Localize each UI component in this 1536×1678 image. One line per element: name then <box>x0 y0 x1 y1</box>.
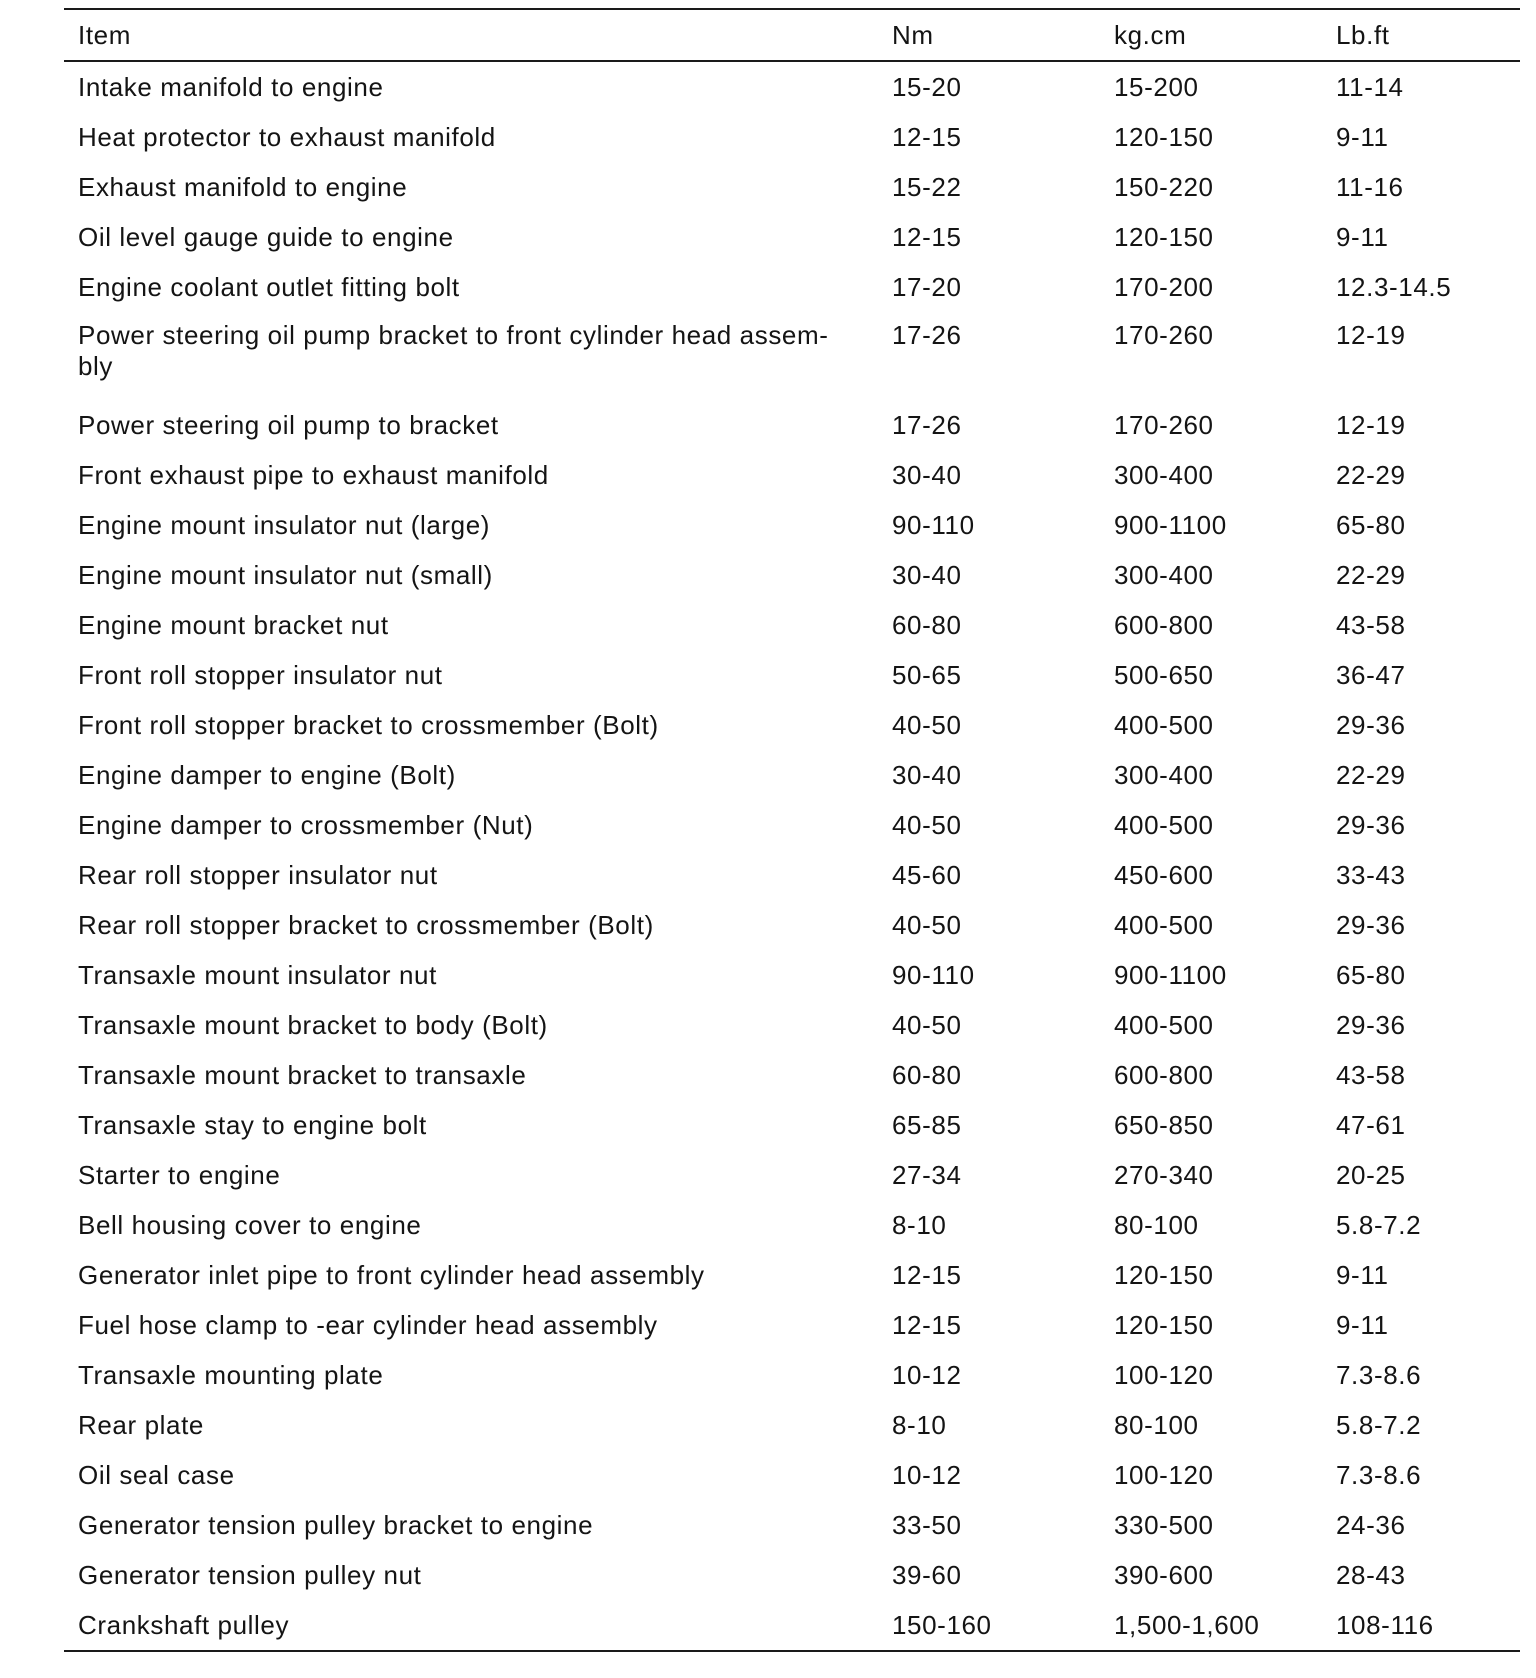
table-row <box>64 750 1520 800</box>
cell-nm: 12-15 <box>892 121 962 152</box>
cell-nm: 39-60 <box>892 1559 962 1590</box>
table-row <box>64 500 1520 550</box>
cell-kgcm: 170-260 <box>1114 409 1214 440</box>
cell-lbft: 9-11 <box>1336 221 1389 252</box>
cell-kgcm: 120-150 <box>1114 121 1214 152</box>
table-row <box>64 1200 1520 1250</box>
table-row <box>64 400 1520 450</box>
cell-nm: 17-26 <box>892 320 962 350</box>
cell-kgcm: 300-400 <box>1114 459 1214 490</box>
cell-item: Heat protector to exhaust manifold <box>78 121 496 152</box>
table-row <box>64 1400 1520 1450</box>
cell-nm: 40-50 <box>892 1009 962 1040</box>
cell-kgcm: 500-650 <box>1114 659 1214 690</box>
cell-lbft: 9-11 <box>1336 1309 1389 1340</box>
cell-nm: 27-34 <box>892 1159 962 1190</box>
cell-kgcm: 270-340 <box>1114 1159 1214 1190</box>
cell-item: Starter to engine <box>78 1159 281 1190</box>
table-row <box>64 112 1520 162</box>
cell-kgcm: 120-150 <box>1114 1309 1214 1340</box>
table-row <box>64 950 1520 1000</box>
cell-kgcm: 300-400 <box>1114 559 1214 590</box>
table-row <box>64 162 1520 212</box>
cell-kgcm: 900-1100 <box>1114 959 1227 990</box>
cell-lbft: 29-36 <box>1336 809 1406 840</box>
cell-kgcm: 400-500 <box>1114 1009 1214 1040</box>
cell-nm: 40-50 <box>892 809 962 840</box>
cell-item: Intake manifold to engine <box>78 71 384 102</box>
cell-nm: 65-85 <box>892 1109 962 1140</box>
cell-nm: 17-20 <box>892 271 962 302</box>
table-row <box>64 700 1520 750</box>
cell-lbft: 65-80 <box>1336 509 1406 540</box>
table-row <box>64 1250 1520 1300</box>
cell-kgcm: 400-500 <box>1114 909 1214 940</box>
table-row <box>64 1000 1520 1050</box>
cell-kgcm: 900-1100 <box>1114 509 1227 540</box>
header-row <box>64 9 1520 61</box>
table-row <box>64 600 1520 650</box>
cell-item: Transaxle mount bracket to body (Bolt) <box>78 1009 548 1040</box>
cell-nm: 12-15 <box>892 1309 962 1340</box>
cell-nm: 60-80 <box>892 609 962 640</box>
cell-nm: 12-15 <box>892 1259 962 1290</box>
cell-nm: 150-160 <box>892 1609 992 1640</box>
cell-nm: 15-20 <box>892 71 962 102</box>
cell-item: Bell housing cover to engine <box>78 1209 422 1240</box>
table-row <box>64 800 1520 850</box>
cell-kgcm: 15-200 <box>1114 71 1199 102</box>
cell-item: Rear roll stopper insulator nut <box>78 859 438 890</box>
cell-nm: 12-15 <box>892 221 962 252</box>
cell-lbft: 29-36 <box>1336 709 1406 740</box>
table-row <box>64 1550 1520 1600</box>
cell-kgcm: 150-220 <box>1114 171 1214 202</box>
cell-item: Power steering oil pump to bracket <box>78 409 499 440</box>
cell-nm: 60-80 <box>892 1059 962 1090</box>
cell-item: Fuel hose clamp to -ear cylinder head assembly <box>78 1309 658 1340</box>
cell-nm: 10-12 <box>892 1459 962 1490</box>
cell-lbft: 36-47 <box>1336 659 1406 690</box>
cell-nm: 30-40 <box>892 459 962 490</box>
cell-lbft: 108-116 <box>1336 1609 1434 1640</box>
torque-spec-table <box>64 8 1520 1652</box>
cell-lbft: 7.3-8.6 <box>1336 1459 1422 1490</box>
cell-item: Engine mount bracket nut <box>78 609 389 640</box>
cell-nm: 10-12 <box>892 1359 962 1390</box>
torque-spec-table-container <box>64 8 1520 1652</box>
cell-kgcm: 600-800 <box>1114 609 1214 640</box>
cell-kgcm: 80-100 <box>1114 1209 1199 1240</box>
cell-lbft: 5.8-7.2 <box>1336 1209 1422 1240</box>
cell-lbft: 24-36 <box>1336 1509 1406 1540</box>
cell-lbft: 11-14 <box>1336 71 1404 102</box>
column-header-item: Item <box>78 19 131 50</box>
cell-kgcm: 400-500 <box>1114 709 1214 740</box>
table-row <box>64 1300 1520 1350</box>
cell-lbft: 29-36 <box>1336 909 1406 940</box>
table-header <box>64 9 1520 61</box>
cell-kgcm: 600-800 <box>1114 1059 1214 1090</box>
cell-lbft: 22-29 <box>1336 559 1406 590</box>
cell-kgcm: 300-400 <box>1114 759 1214 790</box>
cell-kgcm: 120-150 <box>1114 1259 1214 1290</box>
cell-nm: 90-110 <box>892 959 975 990</box>
cell-item: Power steering oil pump bracket to front cylinder head assem-bly <box>78 320 829 381</box>
cell-item: Engine damper to crossmember (Nut) <box>78 809 534 840</box>
cell-kgcm: 170-200 <box>1114 271 1214 302</box>
table-row <box>64 212 1520 262</box>
table-row <box>64 650 1520 700</box>
cell-lbft: 9-11 <box>1336 121 1389 152</box>
cell-item: Engine mount insulator nut (small) <box>78 559 493 590</box>
cell-item: Engine coolant outlet fitting bolt <box>78 271 460 302</box>
table-row <box>64 312 1520 400</box>
cell-lbft: 43-58 <box>1336 1059 1406 1090</box>
cell-nm: 17-26 <box>892 409 962 440</box>
cell-nm: 40-50 <box>892 909 962 940</box>
table-row <box>64 1600 1520 1651</box>
cell-nm: 8-10 <box>892 1409 947 1440</box>
cell-lbft: 5.8-7.2 <box>1336 1409 1422 1440</box>
column-header-kgcm: kg.cm <box>1114 19 1187 50</box>
table-row <box>64 450 1520 500</box>
cell-kgcm: 330-500 <box>1114 1509 1214 1540</box>
cell-kgcm: 100-120 <box>1114 1359 1214 1390</box>
cell-item: Front roll stopper insulator nut <box>78 659 443 690</box>
table-row <box>64 1150 1520 1200</box>
table-row <box>64 1350 1520 1400</box>
cell-lbft: 22-29 <box>1336 759 1406 790</box>
cell-item: Generator tension pulley bracket to engine <box>78 1509 594 1540</box>
cell-lbft: 47-61 <box>1336 1109 1406 1140</box>
cell-item: Oil level gauge guide to engine <box>78 221 454 252</box>
cell-lbft: 11-16 <box>1336 171 1404 202</box>
cell-kgcm: 100-120 <box>1114 1459 1214 1490</box>
cell-item: Generator inlet pipe to front cylinder head assembly <box>78 1259 705 1290</box>
cell-nm: 45-60 <box>892 859 962 890</box>
column-header-nm: Nm <box>892 19 934 50</box>
cell-item: Rear plate <box>78 1409 204 1440</box>
cell-lbft: 7.3-8.6 <box>1336 1359 1422 1390</box>
cell-kgcm: 390-600 <box>1114 1559 1214 1590</box>
cell-lbft: 28-43 <box>1336 1559 1406 1590</box>
cell-item: Crankshaft pulley <box>78 1609 290 1640</box>
cell-item: Transaxle mount insulator nut <box>78 959 437 990</box>
cell-lbft: 12-19 <box>1336 320 1406 350</box>
cell-nm: 50-65 <box>892 659 962 690</box>
cell-item: Front exhaust pipe to exhaust manifold <box>78 459 549 490</box>
cell-lbft: 65-80 <box>1336 959 1406 990</box>
cell-nm: 8-10 <box>892 1209 947 1240</box>
cell-nm: 15-22 <box>892 171 962 202</box>
cell-kgcm: 450-600 <box>1114 859 1214 890</box>
cell-kgcm: 80-100 <box>1114 1409 1199 1440</box>
table-row <box>64 61 1520 112</box>
cell-nm: 90-110 <box>892 509 975 540</box>
cell-lbft: 22-29 <box>1336 459 1406 490</box>
cell-item: Generator tension pulley nut <box>78 1559 422 1590</box>
cell-kgcm: 400-500 <box>1114 809 1214 840</box>
cell-item: Rear roll stopper bracket to crossmember (Bolt) <box>78 909 654 940</box>
cell-lbft: 20-25 <box>1336 1159 1406 1190</box>
table-row <box>64 1050 1520 1100</box>
table-body <box>64 61 1520 1651</box>
cell-nm: 33-50 <box>892 1509 962 1540</box>
table-row <box>64 900 1520 950</box>
cell-nm: 30-40 <box>892 559 962 590</box>
cell-nm: 40-50 <box>892 709 962 740</box>
table-row <box>64 262 1520 312</box>
cell-lbft: 12.3-14.5 <box>1336 271 1452 302</box>
cell-item: Exhaust manifold to engine <box>78 171 408 202</box>
cell-lbft: 9-11 <box>1336 1259 1389 1290</box>
cell-lbft: 29-36 <box>1336 1009 1406 1040</box>
cell-item: Engine damper to engine (Bolt) <box>78 759 456 790</box>
cell-kgcm: 650-850 <box>1114 1109 1214 1140</box>
cell-lbft: 43-58 <box>1336 609 1406 640</box>
table-row <box>64 1500 1520 1550</box>
cell-kgcm: 1,500-1,600 <box>1114 1609 1260 1640</box>
cell-item: Engine mount insulator nut (large) <box>78 509 491 540</box>
cell-item: Transaxle mount bracket to transaxle <box>78 1059 527 1090</box>
cell-lbft: 12-19 <box>1336 409 1406 440</box>
cell-item: Transaxle mounting plate <box>78 1359 384 1390</box>
cell-item: Front roll stopper bracket to crossmember (Bolt) <box>78 709 659 740</box>
cell-item: Oil seal case <box>78 1459 235 1490</box>
cell-kgcm: 170-260 <box>1114 320 1214 350</box>
cell-nm: 30-40 <box>892 759 962 790</box>
table-row <box>64 550 1520 600</box>
cell-item: Transaxle stay to engine bolt <box>78 1109 427 1140</box>
cell-kgcm: 120-150 <box>1114 221 1214 252</box>
table-row <box>64 850 1520 900</box>
column-header-lbft: Lb.ft <box>1336 19 1390 50</box>
table-row <box>64 1450 1520 1500</box>
cell-lbft: 33-43 <box>1336 859 1406 890</box>
table-row <box>64 1100 1520 1150</box>
